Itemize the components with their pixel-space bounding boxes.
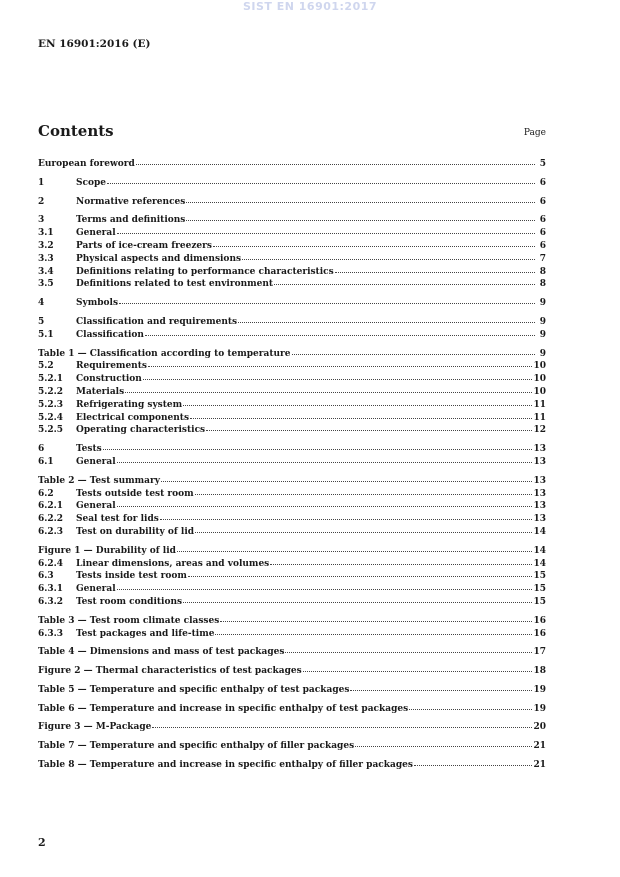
toc-entry-page: 10 [533, 374, 546, 385]
toc-entry-title: Scope [76, 177, 107, 188]
toc-entry-number: 6.3.1 [38, 584, 64, 595]
toc-entry-page: 7 [539, 253, 546, 264]
toc-dot-leader [160, 510, 533, 520]
toc-entry-number: 6.3.2 [38, 596, 64, 607]
toc-entry-page: 17 [533, 647, 546, 658]
toc-entry[interactable] [38, 327, 546, 340]
toc-entry-page: 21 [533, 741, 546, 752]
toc-entry-page: 16 [533, 615, 546, 626]
toc-entry-title: Table 7 — Temperature and specific enthalpy of filler packages [38, 741, 355, 752]
toc-entry-title: Definitions related to test environment [76, 279, 274, 290]
toc-dot-leader [350, 681, 532, 691]
toc-dot-leader [220, 612, 532, 622]
toc-entry-number: 2 [38, 196, 45, 207]
toc-entry-title: Physical aspects and dimensions [76, 253, 242, 264]
toc-dot-leader [117, 453, 533, 463]
toc-entry-page: 9 [539, 329, 546, 340]
toc-entry-page: 13 [533, 475, 546, 486]
toc-dot-leader [103, 440, 533, 450]
toc-dot-leader [195, 485, 533, 495]
toc-entry-title: Operating characteristics [76, 425, 206, 436]
toc-entry-title: European foreword [38, 159, 135, 169]
toc-dot-leader [161, 472, 532, 482]
toc-dot-leader [152, 718, 532, 728]
toc-entry-page: 5 [539, 159, 546, 169]
toc-entry-title: Seal test for lids [76, 514, 159, 525]
toc-entry-page: 14 [533, 545, 546, 556]
toc-dot-leader [186, 211, 535, 221]
toc-entry-title: Tests outside test room [76, 488, 194, 499]
toc-dot-leader [136, 155, 535, 165]
toc-dot-leader [183, 396, 532, 406]
toc-entry-title: Classification and requirements [76, 316, 238, 327]
toc-dot-leader [274, 275, 535, 285]
toc-entry-title: General [76, 584, 116, 595]
toc-entry-page: 13 [533, 488, 546, 499]
toc-entry-title: Table 5 — Temperature and specific enthalpy of test packages [38, 684, 350, 695]
toc-entry-page: 19 [533, 684, 546, 695]
toc-entry[interactable] [38, 422, 546, 435]
contents-title: Contents [38, 122, 114, 140]
toc-dot-leader [270, 555, 532, 565]
toc-entry-title: General [76, 456, 116, 467]
toc-entry-number: 6.2 [38, 488, 54, 499]
toc-entry[interactable] [38, 663, 546, 676]
toc-entry-title: Figure 2 — Thermal characteristics of test packages [38, 666, 302, 677]
toc-entry-number: 5.2.4 [38, 412, 64, 423]
toc-entry-title: Classification [76, 329, 144, 340]
toc-dot-leader [143, 370, 533, 380]
toc-dot-leader [409, 700, 532, 710]
toc-entry-title: Parts of ice-cream freezers [76, 240, 212, 251]
toc-entry[interactable] [38, 644, 546, 657]
toc-entry-number: 3 [38, 215, 45, 226]
toc-entry-page: 8 [539, 279, 546, 290]
toc-entry-number: 3.2 [38, 240, 54, 251]
toc-entry-number: 5.1 [38, 329, 54, 340]
toc-entry-title: Linear dimensions, areas and volumes [76, 558, 270, 569]
toc-entry-title: Normative references [76, 196, 186, 207]
toc-entry-number: 1 [38, 177, 45, 188]
toc-entry-title: General [76, 228, 116, 239]
toc-entry-page: 15 [533, 596, 546, 607]
toc-entry-title: Construction [76, 374, 142, 385]
toc-entry-number: 3.1 [38, 228, 54, 239]
toc-entry[interactable] [38, 156, 546, 169]
toc-entry-title: Table 2 — Test summary [38, 475, 160, 486]
toc-entry-page: 9 [539, 348, 546, 359]
toc-entry-title: Figure 3 — M-Package [38, 722, 152, 733]
toc-entry-page: 10 [533, 386, 546, 397]
toc-entry-page: 13 [533, 456, 546, 467]
toc-entry-title: Figure 1 — Durability of lid [38, 545, 176, 556]
toc-entry-number: 3.4 [38, 266, 54, 277]
toc-entry-page: 6 [539, 177, 546, 188]
toc-entry-title: Test on durability of lid [76, 526, 195, 537]
toc-dot-leader [117, 224, 535, 234]
toc-entry-title: Materials [76, 386, 125, 397]
toc-dot-leader [183, 593, 532, 603]
toc-entry-number: 6.2.1 [38, 501, 64, 512]
toc-entry[interactable] [38, 626, 546, 639]
toc-entry-title: Table 3 — Test room climate classes [38, 615, 220, 626]
toc-dot-leader [335, 263, 535, 273]
toc-entry-title: Table 4 — Dimensions and mass of test packages [38, 647, 285, 658]
toc-entry-page: 18 [533, 666, 546, 677]
toc-entry-title: Test room conditions [76, 596, 183, 607]
toc-entry[interactable] [38, 194, 546, 207]
toc-entry[interactable] [38, 175, 546, 188]
toc-dot-leader [125, 383, 532, 393]
toc-entry[interactable] [38, 701, 546, 714]
toc-entry-number: 3.3 [38, 253, 54, 264]
toc-entry-title: General [76, 501, 116, 512]
toc-dot-leader [148, 357, 533, 367]
toc-dot-leader [190, 409, 532, 419]
document-id: EN 16901:2016 (E) [38, 38, 151, 50]
toc-entry-title: Symbols [76, 298, 119, 309]
toc-entry-page: 6 [539, 228, 546, 239]
toc-dot-leader [215, 625, 532, 635]
toc-entry-number: 6.3 [38, 571, 54, 582]
toc-dot-leader [145, 326, 535, 336]
toc-entry-number: 5.2 [38, 361, 54, 372]
toc-entry-page: 13 [533, 514, 546, 525]
toc-entry[interactable] [38, 594, 546, 607]
toc-dot-leader [213, 237, 535, 247]
toc-entry-page: 12 [533, 425, 546, 436]
toc-entry-number: 6.3.3 [38, 628, 64, 639]
toc-entry-number: 4 [38, 298, 45, 309]
toc-entry[interactable] [38, 738, 546, 751]
toc-entry-page: 19 [533, 703, 546, 714]
toc-dot-leader [186, 193, 535, 203]
toc-dot-leader [188, 567, 533, 577]
toc-entry[interactable] [38, 454, 546, 467]
page-column-label: Page [523, 128, 546, 138]
toc-entry-number: 5.2.3 [38, 399, 64, 410]
toc-entry-page: 6 [539, 196, 546, 207]
toc-entry-title: Requirements [76, 361, 147, 372]
toc-entry-page: 14 [533, 526, 546, 537]
toc-dot-leader [285, 643, 532, 653]
toc-dot-leader [292, 345, 535, 355]
table-of-contents [38, 156, 546, 770]
toc-entry-page: 6 [539, 215, 546, 226]
toc-entry-title: Table 6 — Temperature and increase in specific enthalpy of test packages [38, 703, 409, 714]
toc-entry-page: 15 [533, 584, 546, 595]
toc-dot-leader [117, 580, 533, 590]
toc-dot-leader [117, 497, 533, 507]
toc-entry-page: 15 [533, 571, 546, 582]
toc-entry[interactable] [38, 682, 546, 695]
toc-entry-number: 5 [38, 316, 45, 327]
toc-entry-page: 21 [533, 760, 546, 771]
toc-dot-leader [303, 662, 533, 672]
contents-heading [38, 122, 546, 144]
toc-entry[interactable] [38, 524, 546, 537]
toc-entry-number: 6 [38, 444, 45, 455]
toc-entry-number: 6.2.4 [38, 558, 64, 569]
toc-entry-number: 5.2.1 [38, 374, 64, 385]
toc-entry-number: 6.1 [38, 456, 54, 467]
toc-entry-page: 8 [539, 266, 546, 277]
toc-dot-leader [119, 294, 535, 304]
toc-entry-number: 5.2.2 [38, 386, 64, 397]
toc-entry-page: 14 [533, 558, 546, 569]
toc-entry-title: Table 8 — Temperature and increase in specific enthalpy of filler packages [38, 760, 413, 771]
toc-dot-leader [107, 174, 535, 184]
toc-entry-page: 9 [539, 316, 546, 327]
toc-entry[interactable] [38, 719, 546, 732]
toc-entry-title: Definitions relating to performance characteristics [76, 266, 334, 277]
toc-entry[interactable] [38, 276, 546, 289]
toc-entry-page: 9 [539, 298, 546, 309]
toc-entry-title: Table 1 — Classification according to temperature [38, 348, 291, 359]
toc-entry-page: 6 [539, 240, 546, 251]
toc-dot-leader [414, 756, 533, 766]
toc-entry[interactable] [38, 757, 546, 770]
toc-dot-leader [177, 542, 533, 552]
toc-dot-leader [242, 250, 535, 260]
toc-entry-title: Terms and definitions [76, 215, 186, 226]
toc-entry[interactable] [38, 295, 546, 308]
toc-entry-page: 11 [533, 412, 546, 423]
toc-entry-title: Electrical components [76, 412, 190, 423]
toc-entry-title: Refrigerating system [76, 399, 183, 410]
watermark: SIST EN 16901:2017 [242, 0, 378, 13]
toc-entry-page: 20 [533, 722, 546, 733]
toc-entry-number: 5.2.5 [38, 425, 64, 436]
toc-entry-page: 11 [533, 399, 546, 410]
toc-entry-page: 16 [533, 628, 546, 639]
toc-dot-leader [355, 737, 532, 747]
toc-dot-leader [206, 421, 532, 431]
toc-entry-number: 6.2.2 [38, 514, 64, 525]
toc-entry-page: 10 [533, 361, 546, 372]
toc-entry-page: 13 [533, 501, 546, 512]
toc-dot-leader [195, 523, 532, 533]
toc-entry-page: 13 [533, 444, 546, 455]
toc-entry-number: 3.5 [38, 279, 54, 290]
toc-dot-leader [238, 313, 535, 323]
page-number: 2 [38, 836, 46, 849]
toc-entry-title: Tests [76, 444, 102, 455]
toc-entry-number: 6.2.3 [38, 526, 64, 537]
toc-entry-title: Test packages and life-time [76, 628, 215, 639]
toc-entry-title: Tests inside test room [76, 571, 187, 582]
